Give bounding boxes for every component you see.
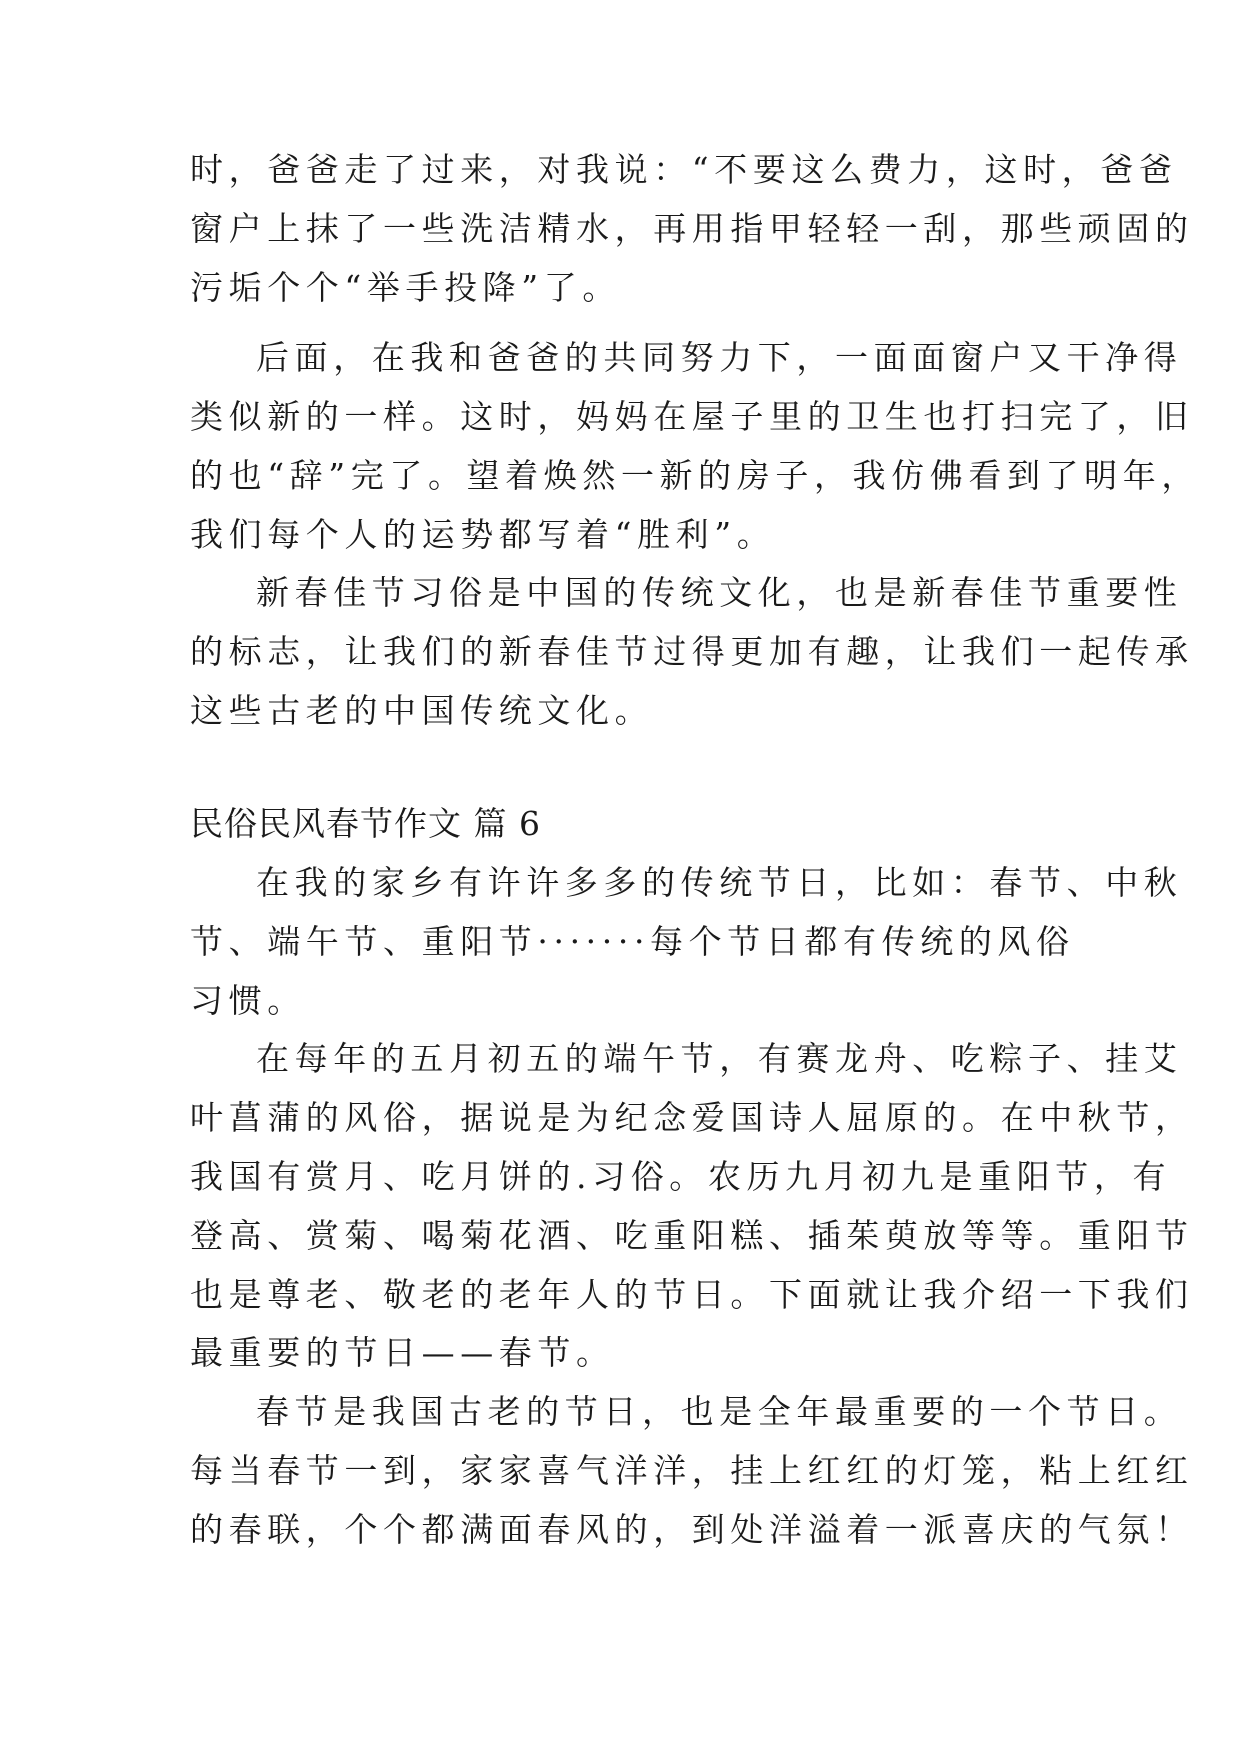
paragraph-line: 窗户上抹了一些洗洁精水，再用指甲轻轻一刮，那些顽固的	[190, 209, 1194, 248]
paragraph-line: 也是尊老、敬老的老年人的节日。下面就让我介绍一下我们	[190, 1275, 1194, 1314]
paragraph-line: 在我的家乡有许许多多的传统节日，比如：春节、中秋	[256, 863, 1183, 902]
paragraph-line: 最重要的节日——春节。	[190, 1333, 615, 1372]
paragraph-line: 时，爸爸走了过来，对我说：“不要这么费力，这时，爸爸	[190, 150, 1178, 189]
paragraph-line: 春节是我国古老的节日，也是全年最重要的一个节日。	[256, 1392, 1183, 1431]
paragraph-line: 污垢个个“举手投降”了。	[190, 268, 621, 307]
paragraph-line: 每当春节一到，家家喜气洋洋，挂上红红的灯笼，粘上红红	[190, 1451, 1194, 1490]
paragraph-line: 的春联，个个都满面春风的，到处洋溢着一派喜庆的气氛！	[190, 1510, 1194, 1549]
paragraph-line: 习惯。	[190, 981, 306, 1020]
paragraph-line: 的标志，让我们的新春佳节过得更加有趣，让我们一起传承	[190, 632, 1194, 671]
paragraph-line: 的也“辞”完了。望着焕然一新的房子，我仿佛看到了明年，	[190, 456, 1200, 495]
paragraph-line: 我国有赏月、吃月饼的.习俗。农历九月初九是重阳节，有	[190, 1157, 1172, 1196]
paragraph-line: 在每年的五月初五的端午节，有赛龙舟、吃粽子、挂艾	[256, 1039, 1183, 1078]
paragraph-line: 新春佳节习俗是中国的传统文化，也是新春佳节重要性	[256, 573, 1183, 612]
section-heading: 民俗民风春节作文 篇 6	[190, 804, 541, 843]
paragraph-line: 叶菖蒲的风俗，据说是为纪念爱国诗人屈原的。在中秋节，	[190, 1098, 1194, 1137]
paragraph-line: 后面，在我和爸爸的共同努力下，一面面窗户又干净得	[256, 338, 1183, 377]
paragraph-line: 登高、赏菊、喝菊花酒、吃重阳糕、插茱萸放等等。重阳节	[190, 1216, 1194, 1255]
paragraph-line: 我们每个人的运势都写着“胜利”。	[190, 515, 776, 554]
paragraph-line: 类似新的一样。这时，妈妈在屋子里的卫生也打扫完了，旧	[190, 397, 1194, 436]
paragraph-line: 节、端午节、重阳节·······每个节日都有传统的风俗	[190, 922, 1075, 961]
paragraph-line: 这些古老的中国传统文化。	[190, 691, 654, 730]
